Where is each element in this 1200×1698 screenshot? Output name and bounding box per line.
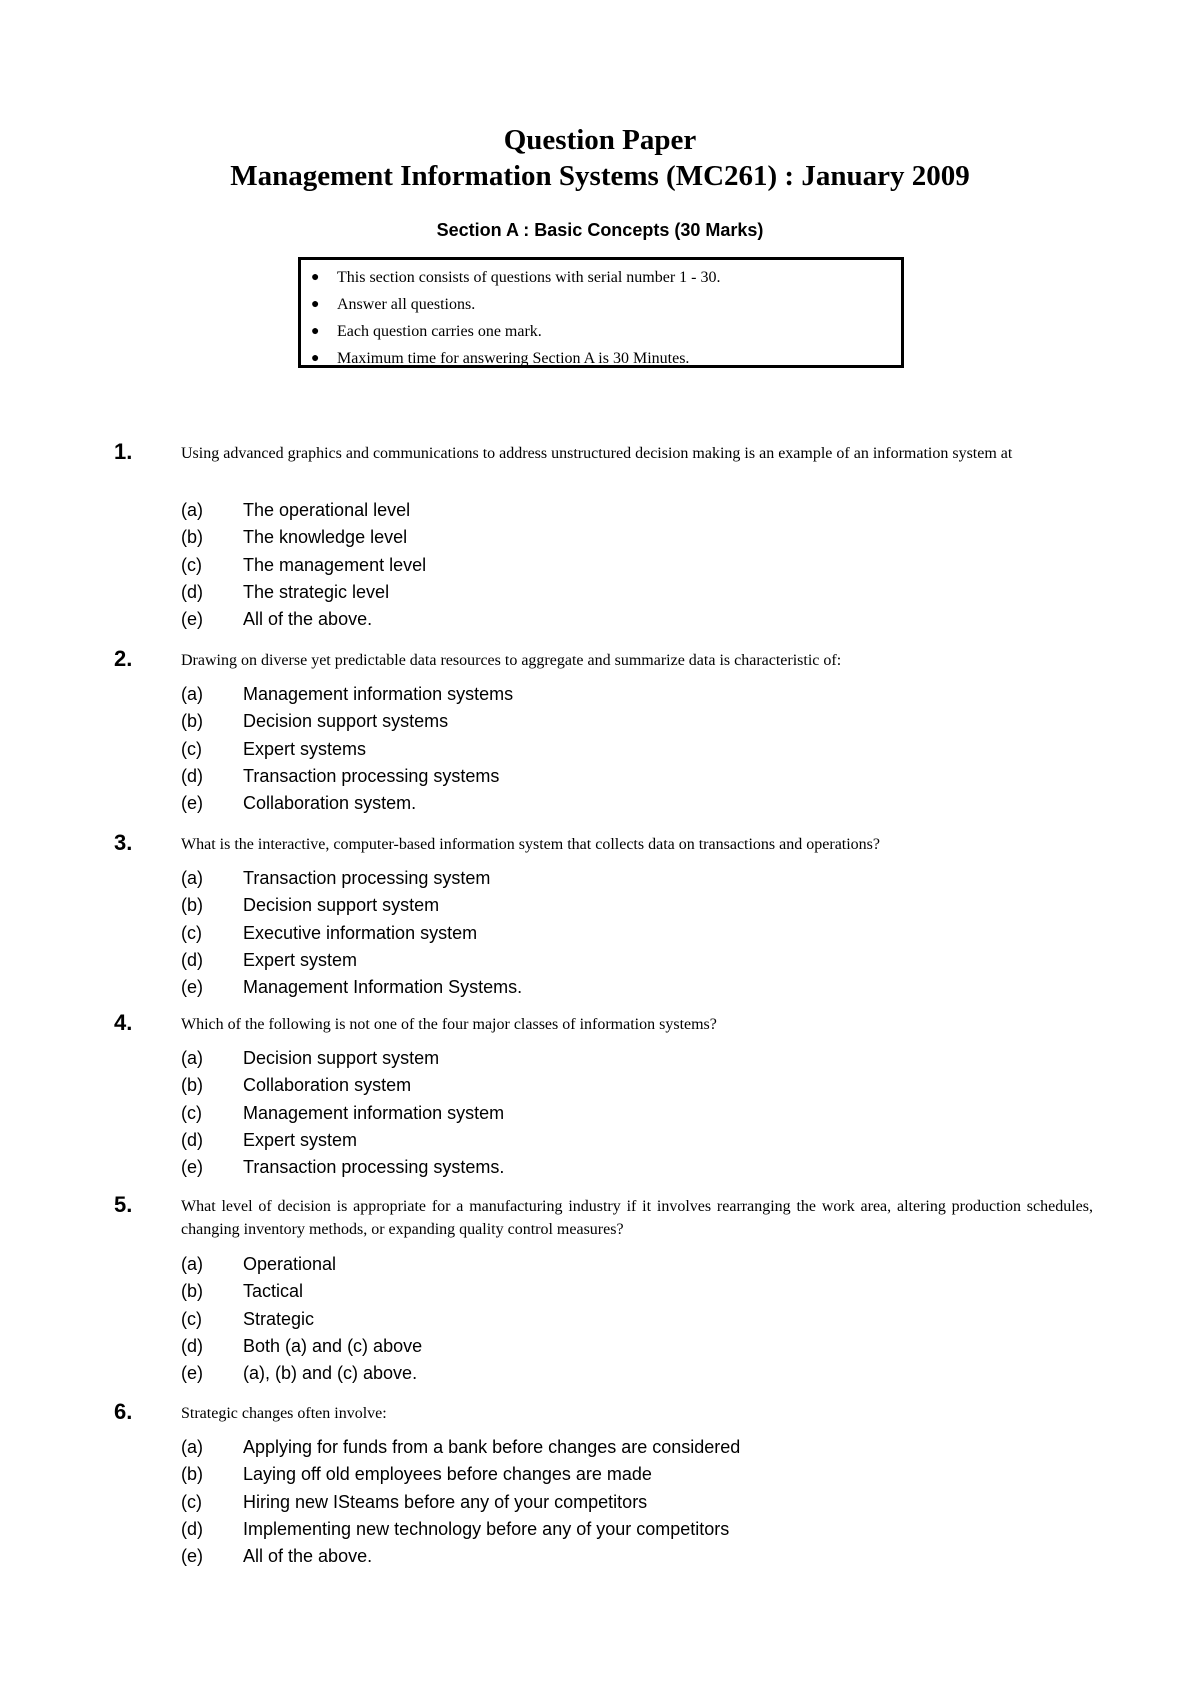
- instruction-item: ● This section consists of questions with serial number 1 - 30.: [309, 267, 901, 294]
- section-heading: Section A : Basic Concepts (30 Marks): [436, 220, 764, 240]
- question-number: 2.: [114, 646, 133, 671]
- option-c: (c) Expert systems: [181, 738, 367, 759]
- option-e: (e) All of the above.: [181, 609, 373, 630]
- option-b: (b) Tactical: [181, 1281, 304, 1302]
- question-number: 6.: [114, 1399, 133, 1424]
- question-number: 4.: [114, 1010, 133, 1035]
- options-list: [181, 1436, 1081, 1572]
- option-c: (c) Hiring new ISteams before any of your competitors: [181, 1491, 648, 1512]
- option-a: (a) Management information systems: [181, 684, 514, 704]
- option-d: (d) Expert system: [181, 1129, 358, 1150]
- option-a: (a) Operational: [181, 1254, 337, 1274]
- options-list: [181, 867, 1081, 1003]
- question-text: Which of the following is not one of the four major classes of information systems?: [181, 1016, 717, 1033]
- option-e: (e) Transaction processing systems.: [181, 1157, 505, 1178]
- option-d: (d) Both (a) and (c) above: [181, 1335, 423, 1356]
- option-e: (e) Management Information Systems.: [181, 977, 523, 998]
- question-text: What is the interactive, computer-based information system that collects data on transactions and operations?: [181, 836, 881, 853]
- paper-subtitle: Management Information Systems (MC261) : January 2009: [230, 160, 970, 192]
- option-d: (d) Transaction processing systems: [181, 765, 500, 786]
- option-e: (e) Collaboration system.: [181, 793, 417, 814]
- question-text: Strategic changes often involve:: [181, 1405, 387, 1422]
- option-d: (d) Expert system: [181, 949, 358, 970]
- option-b: (b) Laying off old employees before changes are made: [181, 1464, 652, 1485]
- instructions-box: [298, 257, 904, 368]
- paper-title: Question Paper: [503, 124, 697, 156]
- option-c: (c) Executive information system: [181, 922, 478, 943]
- option-d: (d) The strategic level: [181, 581, 390, 602]
- option-d: (d) Implementing new technology before any of your competitors: [181, 1518, 730, 1539]
- option-b: (b) Decision support systems: [181, 711, 449, 732]
- instruction-item: ● Answer all questions.: [309, 294, 901, 321]
- question-number: 5.: [114, 1192, 133, 1217]
- question-text: Drawing on diverse yet predictable data resources to aggregate and summarize data is characteristic of:: [181, 652, 842, 669]
- option-a: (a) The operational level: [181, 500, 411, 520]
- option-c: (c) Strategic: [181, 1308, 315, 1329]
- option-a: (a) Decision support system: [181, 1048, 440, 1068]
- bullet-icon: ●: [311, 270, 320, 285]
- bullet-icon: ●: [311, 297, 320, 312]
- option-b: (b) Collaboration system: [181, 1075, 412, 1096]
- option-c: (c) The management level: [181, 554, 427, 575]
- bullet-icon: ●: [311, 351, 320, 366]
- options-list: [181, 499, 1081, 635]
- options-list: [181, 1047, 1081, 1183]
- question-text: What level of decision is appropriate for a manufacturing industry if it involves rearranging the work area, altering production schedules, changing inventory methods, or expanding quality control measures?: [181, 1198, 1093, 1238]
- option-b: (b) The knowledge level: [181, 527, 408, 548]
- question-number: 3.: [114, 830, 133, 855]
- options-list: [181, 1253, 1081, 1389]
- option-b: (b) Decision support system: [181, 895, 440, 916]
- option-e: (e) (a), (b) and (c) above.: [181, 1363, 418, 1384]
- question-text: Using advanced graphics and communications to address unstructured decision making is an example of an information system at: [181, 445, 1013, 462]
- instruction-item: ● Each question carries one mark.: [309, 321, 901, 348]
- options-list: [181, 683, 1081, 819]
- question-number: 1.: [114, 439, 133, 464]
- option-a: (a) Applying for funds from a bank before changes are considered: [181, 1437, 741, 1457]
- instruction-item: ● Maximum time for answering Section A is 30 Minutes.: [309, 348, 901, 375]
- option-e: (e) All of the above.: [181, 1546, 373, 1567]
- bullet-icon: ●: [311, 324, 320, 339]
- option-a: (a) Transaction processing system: [181, 868, 491, 888]
- option-c: (c) Management information system: [181, 1102, 505, 1123]
